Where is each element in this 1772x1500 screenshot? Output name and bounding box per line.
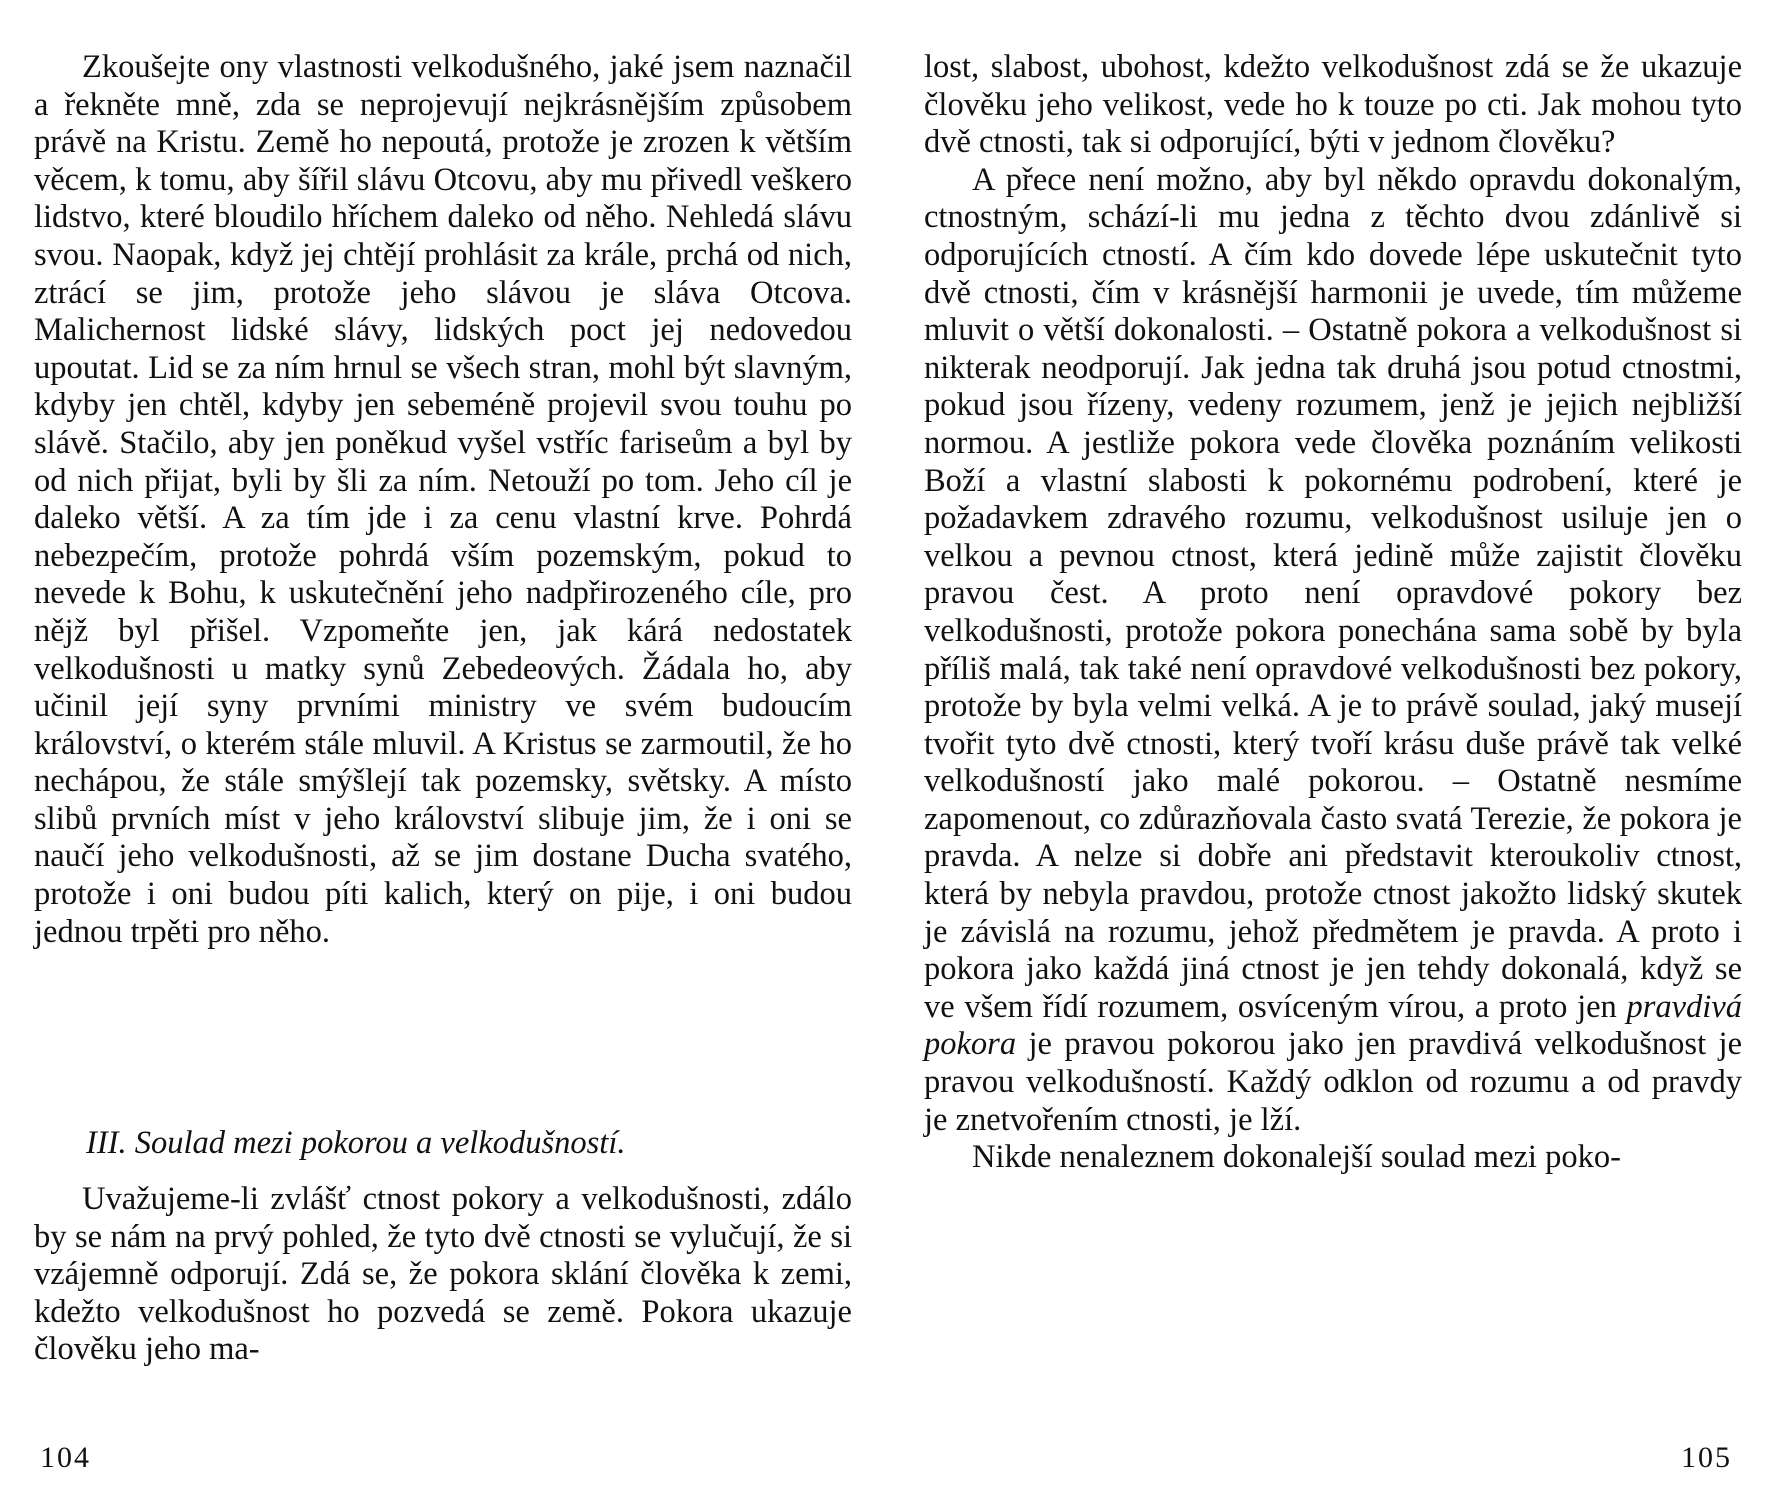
left-paragraph-1: Zkoušejte ony vlastnosti velkodušného, jaké jsem naznačil a řekněte mně, zda se neprojevují nejkrásnějším způsobem právě na Kristu. Země ho nepoutá, protože je zrozen k větším věcem, k tomu, aby šířil slávu Otcovu, aby mu přivedl veškero lidstvo, které bloudilo hříchem daleko od něho. Nehledá slávu svou. Naopak, když jej chtějí prohlásit za krále, prchá od nich, ztrácí se jim, protože jeho slávou je sláva Otcova. Malichernost lidské slávy, lidských poct jej nedovedou upoutat. Lid se za ním hrnul se všech stran, mohl být slavným, kdyby jen chtěl, kdyby jen sebeméně projevil svou touhu po slávě. Stačilo, aby jen poněkud vyšel vstříc fariseům a byl by od nich přijat, byli by šli za ním. Netouží po tom. Jeho cíl je daleko větší. A za tím jde i za cenu vlastní krve. Pohrdá nebezpečím, protože pohrdá vším pozemským, pokud to nevede k Bohu, k uskutečnění jeho nadpřirozeného cíle, pro nějž byl přišel. Vzpomeňte jen, jak kárá nedostatek velkodušnosti u matky synů Zebedeových. Žádala ho, aby učinil její syny prvními ministry ve svém budoucím království, o kterém stále mluvil. A Kristus se zarmoutil, že ho nechápou, že stále smýšlejí tak pozemsky, světsky. A místo slibů prvních míst v jeho království slibuje jim, že i oni se naučí jeho velkodušnosti, až se jim dostane Ducha svatého, protože i oni budou píti kalich, který on pije, i oni budou jednou trpěti pro něho.	[34, 49, 852, 950]
left-page-top-text	[34, 49, 852, 951]
left-paragraph-2: Uvažujeme-li zvlášť ctnost pokory a velkodušnosti, zdálo by se nám na prvý pohled, že tyto dvě ctnosti se vylučují, že si vzájemně odporují. Zdá se, že pokora sklání člověka k zemi, kdežto velkodušnost ho pozvedá se země. Pokora ukazuje člověku jeho ma-	[34, 1181, 852, 1368]
right-page-text	[924, 49, 1742, 1177]
left-page-bottom-text	[34, 1181, 852, 1369]
right-page	[880, 0, 1772, 1500]
page-number-right: 105	[1681, 1441, 1732, 1474]
right-paragraph-2	[924, 162, 1742, 1139]
left-page	[0, 0, 880, 1500]
right-paragraph-2-text-a: A přece není možno, aby byl někdo opravdu dokonalým, ctnostným, schází-li mu jedna z těchto dvou zdánlivě si odporujících ctností. A čím kdo dovede lépe uskutečnit tyto dvě ctnosti, čím v krásnější harmonii je uvede, tím můžeme mluvit o větší dokonalosti. – Ostatně pokora a velkodušnost si nikterak neodporují. Jak jedna tak druhá jsou potud ctnostmi, pokud jsou řízeny, vedeny rozumem, jenž je jejich nejbližší normou. A jestliže pokora vede člověka poznáním velikosti Boží a vlastní slabosti k pokornému podrobení, které je požadavkem zdravého rozumu, velkodušnost usiluje jen o velkou a pevnou ctnost, která jedině může zajistit člověku pravou čest. A proto není opravdové pokory bez velkodušnosti, protože pokora ponechána sama sobě by byla příliš malá, tak také není opravdové velkodušnosti bez pokory, protože by byla velmi velká. A je to právě soulad, jaký musejí tvořit tyto dvě ctnosti, který tvoří krásu duše právě tak velké velkodušností jako malé pokorou. – Ostatně nesmíme zapomenout, co zdůrazňovala často svatá Terezie, že pokora je pravda. A nelze si dobře ani představit kteroukoliv ctnost, která by nebyla pravdou, protože ctnost jakožto lidský skutek je závislá na rozumu, jehož předmětem je pravda. A proto i pokora jako každá jiná ctnost je jen tehdy dokonalá, když se ve všem řídí rozumem, osvíceným vírou, a proto jen	[924, 161, 1742, 1025]
right-paragraph-1: lost, slabost, ubohost, kdežto velkodušnost zdá se že ukazuje člověku jeho velikost, vede ho k touze po cti. Jak mohou tyto dvě ctnosti, tak si odporující, býti v jednom člověku?	[924, 49, 1742, 161]
right-paragraph-2-emphasis: pravdivá pokora	[924, 988, 1742, 1063]
right-paragraph-2-text-b: je pravou pokorou jako jen pravdivá velkodušnost je pravou velkodušností. Každý odklon od rozumu a od pravdy je znetvořením ctnosti, je lží.	[924, 1026, 1742, 1138]
right-paragraph-3: Nikde nenaleznem dokonalejší soulad mezi poko-	[972, 1139, 1621, 1176]
page-number-left: 104	[40, 1441, 91, 1474]
section-heading: III. Soulad mezi pokorou a velkodušností.	[86, 1125, 626, 1161]
